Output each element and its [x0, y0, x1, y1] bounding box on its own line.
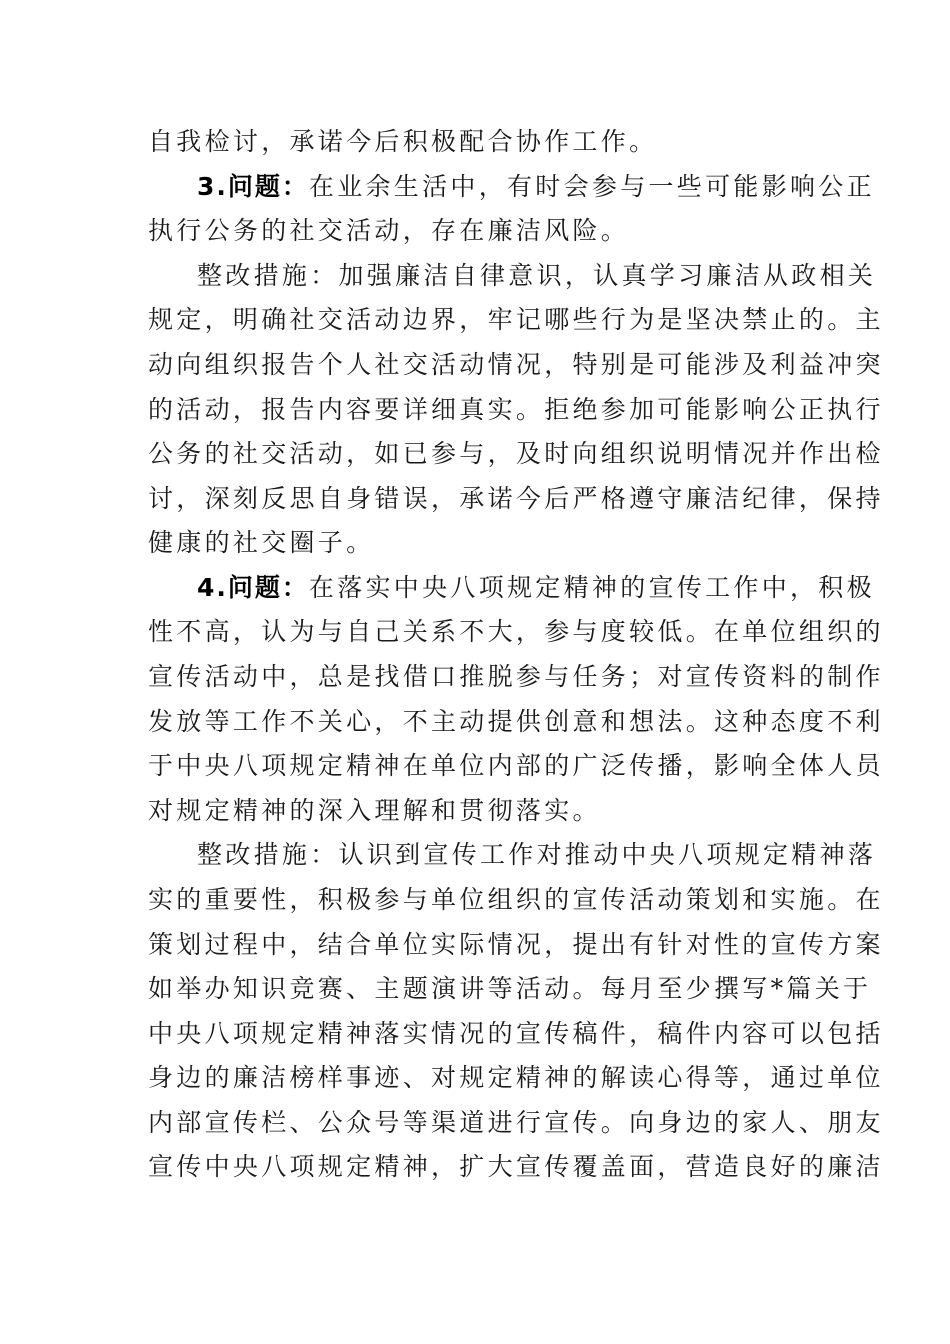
problem-3-label: 3.问题： [197, 172, 309, 201]
text-line: 策划过程中，结合单位实际情况，提出有针对性的宣传方案 [148, 930, 884, 959]
text-line: 内部宣传栏、公众号等渠道进行宣传。向身边的家人、朋友 [148, 1108, 884, 1137]
text-line: 整改措施：加强廉洁自律意识，认真学习廉洁从政相关 [197, 261, 877, 290]
text-line: 整改措施：认识到宣传工作对推动中央八项规定精神落 [197, 840, 877, 869]
text-line: 宣传中央八项规定精神，扩大宣传覆盖面，营造良好的廉洁 [148, 1152, 884, 1181]
text-line: 执行公务的社交活动，存在廉洁风险。 [148, 216, 630, 245]
problem-3-heading-line [197, 172, 875, 202]
problem-3-text: 在业余生活中，有时会参与一些可能影响公正 [308, 172, 875, 201]
text-line: 规定，明确社交活动边界，牢记哪些行为是坚决禁止的。主 [148, 305, 884, 334]
text-line: 公务的社交活动，如已参与，及时向组织说明情况并作出检 [148, 439, 884, 468]
text-line: 身边的廉洁榜样事迹、对规定精神的解读心得等，通过单位 [148, 1063, 884, 1092]
text-line: 实的重要性，积极参与单位组织的宣传活动策划和实施。在 [148, 885, 884, 914]
text-line: 于中央八项规定精神在单位内部的广泛传播，影响全体人员 [148, 751, 884, 780]
text-line: 宣传活动中，总是找借口推脱参与任务；对宣传资料的制作 [148, 662, 884, 691]
text-line: 讨，深刻反思自身错误，承诺今后严格遵守廉洁纪律，保持 [148, 484, 884, 513]
problem-4-heading-line [197, 573, 875, 603]
text-line: 动向组织报告个人社交活动情况，特别是可能涉及利益冲突 [148, 350, 884, 379]
text-line: 中央八项规定精神落实情况的宣传稿件，稿件内容可以包括 [148, 1019, 884, 1048]
text-line: 对规定精神的深入理解和贯彻落实。 [148, 796, 601, 825]
text-line: 的活动，报告内容要详细真实。拒绝参加可能影响公正执行 [148, 395, 884, 424]
problem-4-label: 4.问题： [197, 573, 309, 602]
text-line: 自我检讨，承诺今后积极配合协作工作。 [148, 127, 658, 156]
text-line: 性不高，认为与自己关系不大，参与度较低。在单位组织的 [148, 617, 884, 646]
problem-4-text: 在落实中央八项规定精神的宣传工作中，积极 [308, 573, 875, 602]
text-line: 如举办知识竞赛、主题演讲等活动。每月至少撰写*篇关于 [148, 974, 872, 1003]
text-line: 健康的社交圈子。 [148, 528, 375, 557]
text-line: 发放等工作不关心，不主动提供创意和想法。这种态度不利 [148, 707, 884, 736]
